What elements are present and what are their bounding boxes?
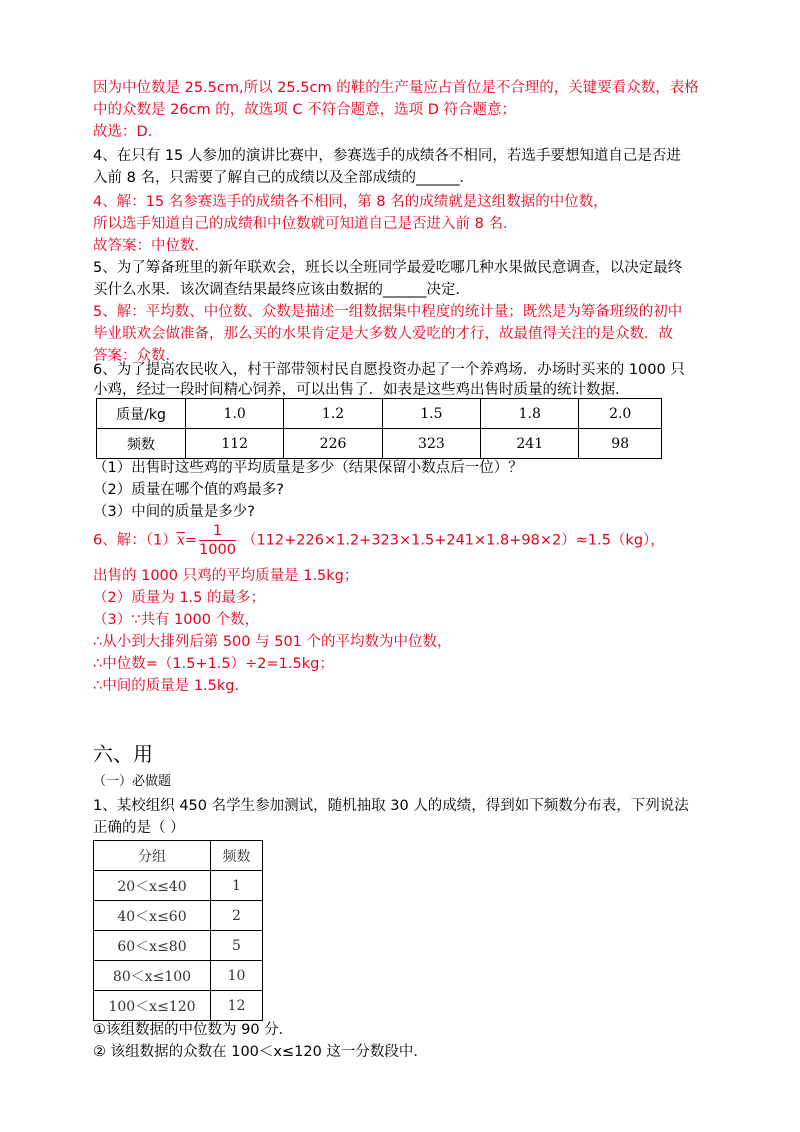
answer-6-lead: 6、解：（1）	[93, 532, 177, 549]
fraction	[199, 522, 236, 559]
table-cell: 241	[481, 429, 579, 459]
table-row	[94, 871, 263, 901]
question-6-line-1: 6、为了提高农民收入，村干部带领村民自愿投资办起了一个养鸡场．办场时买来的 1000 只	[93, 362, 685, 378]
table-cell: 1.8	[481, 399, 579, 429]
table-header-cell: 质量/kg	[97, 399, 186, 429]
answer-6-formula	[93, 522, 665, 559]
frequency-distribution-table	[93, 840, 263, 1021]
answer-5-line-3: 答案：众数．	[93, 348, 180, 364]
answer-6-line-3: （2）质量为 1.5 的最多；	[93, 590, 266, 606]
question-5-line-1: 5、为了筹备班里的新年联欢会，班长以全班同学最爱吃哪几种水果做民意调查，以决定最终	[93, 260, 683, 276]
answer-6-line-2: 出售的 1000 只鸡的平均质量是 1.5kg；	[93, 568, 359, 584]
table-cell: 1	[211, 871, 263, 901]
line-reason-1: 因为中位数是 25.5cm,所以 25.5cm 的鞋的生产量应占首位是不合理的，关键要看众数，表格	[93, 80, 699, 96]
subsection-title: （一）必做题	[93, 774, 172, 789]
question-6-sub-2: （2）质量在哪个值的鸡最多?	[93, 482, 284, 498]
table-row	[97, 429, 662, 459]
table-cell: 20＜x≤40	[94, 871, 211, 901]
table-row	[97, 399, 662, 429]
answer-5-line-1: 5、解：平均数、中位数、众数是描述一组数据集中程度的统计量；既然是为筹备班级的初中	[93, 304, 683, 320]
equals-sign: =	[184, 532, 198, 549]
statement-2: ② 该组数据的众数在 100＜x≤120 这一分数段中．	[93, 1044, 428, 1060]
table-cell: 10	[211, 961, 263, 991]
weight-frequency-table	[96, 398, 662, 459]
table-cell: 40＜x≤60	[94, 901, 211, 931]
problem-1-line-1: 1、某校组织 450 名学生参加测试，随机抽取 30 人的成绩，得到如下频数分布表，下列说法	[93, 798, 689, 814]
table-cell: 2.0	[579, 399, 662, 429]
table-header-cell: 频数	[211, 841, 263, 871]
table-cell: 5	[211, 931, 263, 961]
fraction-numerator: 1	[199, 522, 236, 541]
answer-4-line-2: 所以选手知道自己的成绩和中位数就可知道自己是否进入前 8 名．	[93, 216, 518, 232]
question-4-line-2: 入前 8 名，只需要了解自己的成绩以及全部成绩的______．	[93, 170, 474, 186]
table-cell: 98	[579, 429, 662, 459]
line-answer-d: 故选：D．	[93, 124, 163, 140]
table-cell: 80＜x≤100	[94, 961, 211, 991]
section-title: 六、用	[93, 742, 153, 766]
fraction-denominator: 1000	[199, 542, 236, 558]
question-6-line-2: 小鸡，经过一段时间精心饲养，可以出售了．如表是这些鸡出售时质量的统计数据．	[93, 382, 630, 398]
statement-1: ①该组数据的中位数为 90 分．	[93, 1022, 294, 1038]
table-cell: 12	[211, 991, 263, 1021]
answer-4-line-1: 4、解：15 名参赛选手的成绩各不相同，第 8 名的成绩就是这组数据的中位数，	[93, 194, 608, 210]
question-4-line-1: 4、在只有 15 人参加的演讲比赛中，参赛选手的成绩各不相同，若选手要想知道自己是否进	[93, 148, 681, 164]
answer-6-line-6: ∴中位数=（1.5+1.5）÷2=1.5kg；	[93, 656, 334, 672]
table-cell: 323	[382, 429, 480, 459]
table-cell: 1.5	[382, 399, 480, 429]
answer-6-line-4: （3）∵共有 1000 个数，	[93, 612, 260, 628]
table-cell: 226	[284, 429, 382, 459]
line-reason-2: 中的众数是 26cm 的，故选项 C 不符合题意，选项 D 符合题意；	[93, 102, 516, 118]
table-row	[94, 991, 263, 1021]
mean-symbol: $\overline{x}$	[176, 532, 185, 549]
table-header-cell: 频数	[97, 429, 186, 459]
answer-4-line-3: 故答案：中位数．	[93, 238, 209, 254]
answer-6-line-7: ∴中间的质量是 1.5kg．	[93, 678, 249, 694]
question-6-sub-3: （3）中间的质量是多少?	[93, 504, 255, 520]
table-cell: 112	[186, 429, 284, 459]
table-cell: 60＜x≤80	[94, 931, 211, 961]
answer-6-expression: （112+226×1.2+323×1.5+241×1.8+98×2）≈1.5（kg），	[241, 532, 665, 549]
table-cell: 1.0	[186, 399, 284, 429]
table-header-cell: 分组	[94, 841, 211, 871]
table-row	[94, 841, 263, 871]
table-cell: 2	[211, 901, 263, 931]
table-row	[94, 901, 263, 931]
problem-1-line-2: 正确的是（ ）	[93, 820, 185, 836]
table-row	[94, 961, 263, 991]
table-cell: 1.2	[284, 399, 382, 429]
question-5-line-2: 买什么水果．该次调查结果最终应该由数据的______决定．	[93, 282, 470, 298]
table-cell: 100＜x≤120	[94, 991, 211, 1021]
table-row	[94, 931, 263, 961]
answer-6-line-5: ∴从小到大排列后第 500 与 501 个的平均数为中位数，	[93, 634, 452, 650]
question-6-sub-1: （1）出售时这些鸡的平均质量是多少（结果保留小数点后一位）？	[93, 460, 523, 476]
answer-5-line-2: 毕业联欢会做准备，那么买的水果肯定是大多数人爱吃的才行，故最值得关注的是众数．故	[93, 326, 673, 342]
